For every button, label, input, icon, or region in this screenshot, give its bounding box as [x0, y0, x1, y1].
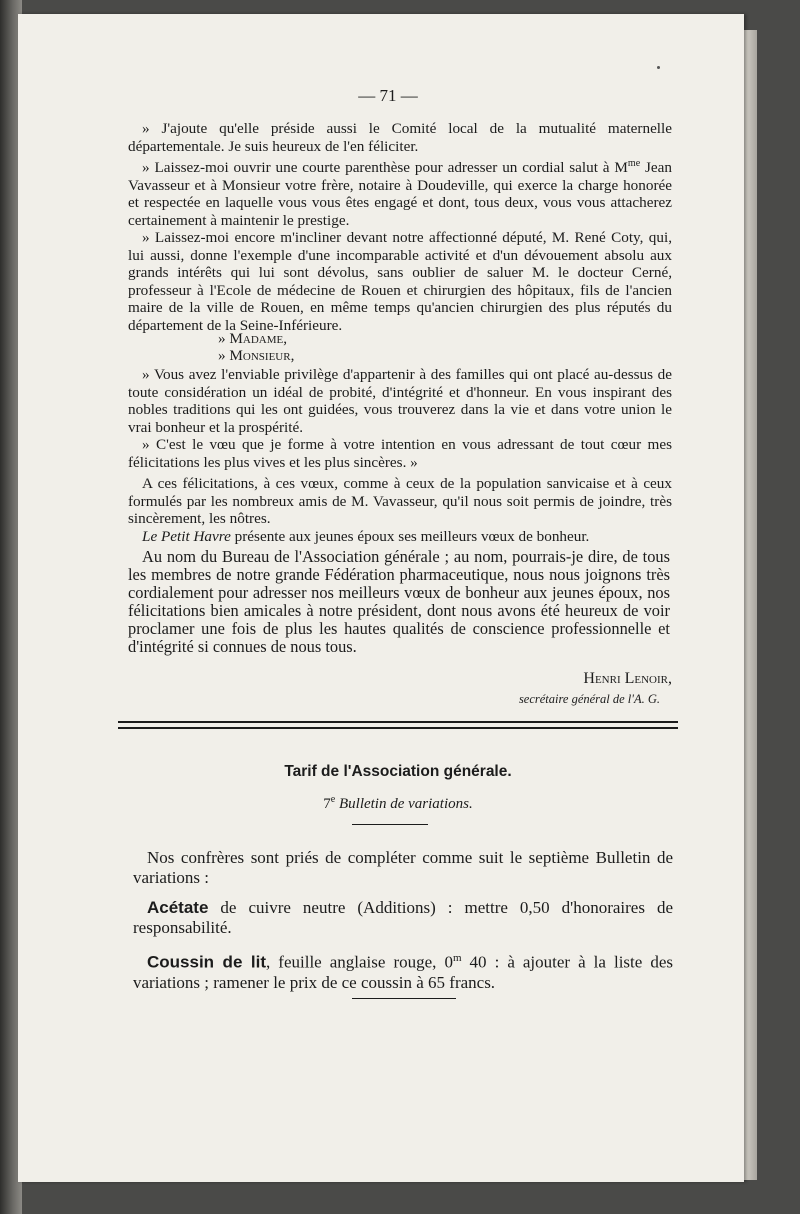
letter-paragraph-5: » C'est le vœu que je forme à votre intention en vous adressant de tout cœur mes félicitations les plus vives et les plus sincères. »: [128, 436, 672, 471]
letter-paragraph-3: » Laissez-moi encore m'incliner devant notre affectionné député, M. René Coty, qui, lui aussi, donne l'exemple d'une incomparable activité et d'un dévouement absolu aux grands intérêts qui lui sont dévolus, sans oublier de saluer M. le docteur Cerné, professeur à l'Ecole de médecine de Rouen et chirurgien des hôpitaux, fils de l'ancien maire de la ville de Rouen, en même temps qu'ancien chirurgien des plus réputés du département de la Seine-Inférieure.: [128, 229, 672, 334]
item-coussin-text-a: , feuille anglaise rouge, 0: [266, 952, 453, 972]
closing-paragraph: Au nom du Bureau de l'Association générale ; au nom, pourrais-je dire, de tous les membres de notre grande Fédération pharmaceutique, nous nous joignons très cordialement pour adresser nos meilleurs vœux de bonheur aux jeunes époux, nos félicitations bien amicales à notre président, dont nous avons été heureux de voir proclamer une fois de plus les hautes qualités de conscience professionnelle et d'intégrité si connues de nous tous.: [128, 547, 670, 656]
para7-text: présente aux jeunes époux ses meilleurs vœux de bonheur.: [230, 527, 590, 545]
double-rule-bottom: [118, 727, 678, 729]
double-rule-top: [118, 721, 678, 723]
tarif-item-coussin: [133, 948, 673, 993]
bulletin-title: Bulletin de variations.: [335, 796, 473, 812]
item-coussin-text-b: 40 : à ajouter à la liste des variations ; ramener le prix de ce coussin à 65 francs.: [133, 952, 673, 992]
para2-superscript: me: [627, 158, 641, 169]
item-acetate-text: de cuivre neutre (Additions) : mettre 0,50 d'honoraires de responsabilité.: [133, 898, 673, 937]
letter-paragraph-7: [128, 528, 672, 546]
item-coussin-unit: m: [452, 952, 462, 964]
letter-paragraph-6: A ces félicitations, à ces vœux, comme à ceux de la population sanvicaise et à ceux formulés par les nombreux amis de M. Vavasseur, qu'il nous soit permis de joindre, très sincèrement, les nôtres.: [128, 475, 672, 527]
page-speck: [657, 66, 660, 69]
tarif-intro: Nos confrères sont priés de compléter comme suit le septième Bulletin de variations :: [133, 848, 673, 887]
para2-text-b: Jean Vavasseur et à Monsieur votre frère, notaire à Doudeville, qui exerce la charge honorée et respectée en laquelle vous vous êtes engagé et dont, tous deux, vous vous attacherez certainement à maintenir le prestige.: [128, 159, 672, 229]
page-number: — 71 —: [358, 86, 418, 105]
newspaper-name: Le Petit Havre: [142, 527, 231, 545]
letter-paragraph-2: [128, 155, 672, 229]
section-subheading: [118, 794, 678, 813]
short-divider-2: [352, 998, 456, 999]
letter-paragraph-4: » Vous avez l'enviable privilège d'appartenir à des familles qui ont placé au-dessus de toute considération un idéal de probité, d'intégrité et d'honneur. En vous inspirant des nobles traditions qui les ont guidées, vous trouverez dans la vie et dans votre union le vrai bonheur et la prospérité.: [128, 366, 672, 436]
tarif-item-acetate: [133, 898, 673, 938]
bulletin-ordinal: e: [330, 794, 336, 805]
short-divider-1: [352, 824, 428, 825]
letter-block-1: [128, 120, 672, 334]
signature-name: Henri Lenoir,: [583, 670, 672, 687]
salutation-madame: » Madame,: [218, 330, 288, 347]
section-heading: Tarif de l'Association générale.: [284, 763, 512, 780]
tarif-block: [133, 848, 673, 993]
item-acetate-name: Acétate: [147, 898, 209, 917]
para2-text-a: » Laissez-moi ouvrir une courte parenthèse pour adresser un cordial salut à M: [142, 159, 628, 177]
salutation-monsieur: » Monsieur,: [218, 347, 295, 364]
item-coussin-name: Coussin de lit: [147, 952, 267, 972]
closing-block: [128, 548, 670, 656]
letter-paragraph-1: » J'ajoute qu'elle préside aussi le Comité local de la mutualité maternelle départementale. Je suis heureux de l'en féliciter.: [128, 120, 672, 155]
bulletin-number: 7: [323, 796, 331, 812]
signature-title: secrétaire général de l'A. G.: [518, 692, 660, 706]
letter-block-2: [128, 366, 672, 545]
